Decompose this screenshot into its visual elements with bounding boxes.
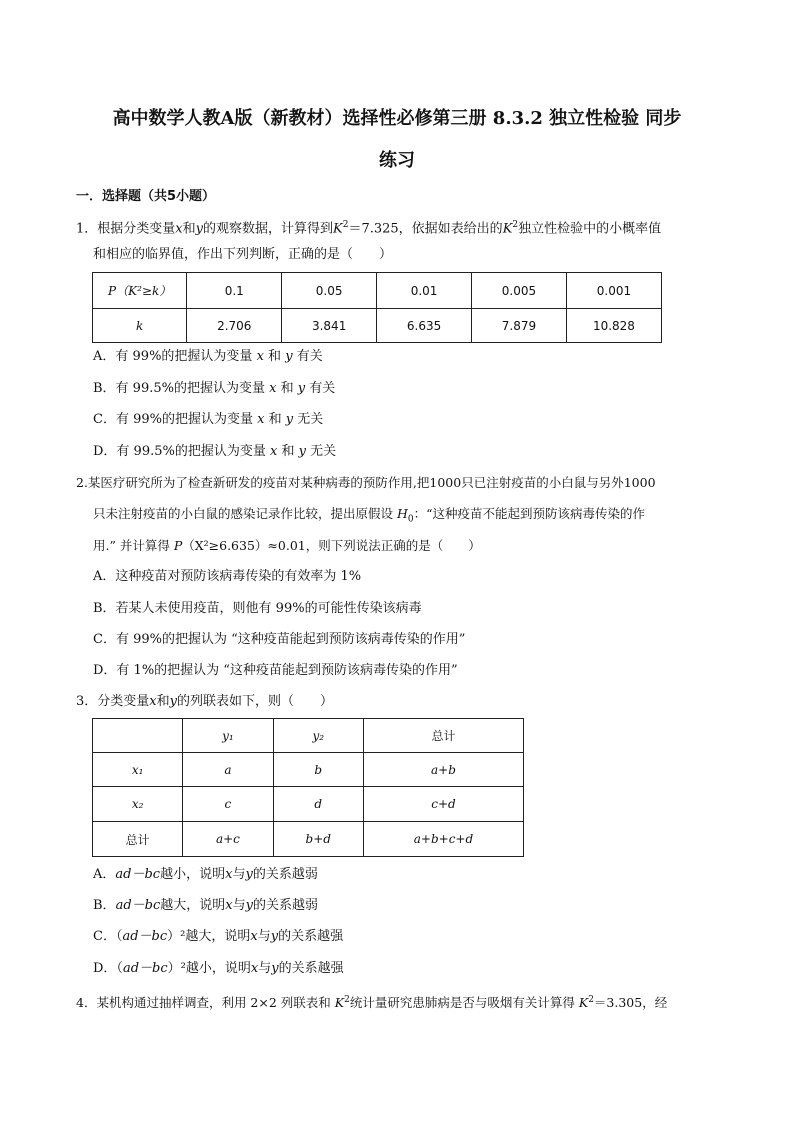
table-cell: a (183, 753, 273, 787)
q1-stem-line2: 和相应的临界值，作出下列判断，正确的是（ ） (93, 247, 393, 262)
table-cell: b (273, 753, 363, 787)
table-cell: 3.841 (282, 309, 377, 343)
table-cell: 总计 (363, 719, 523, 753)
table-cell: a+c (183, 822, 273, 857)
table-cell: y₂ (273, 719, 363, 753)
table-cell: x₂ (93, 787, 183, 822)
table-cell (93, 719, 183, 753)
table-cell: a+b+c+d (363, 822, 523, 857)
table-cell: 0.1 (187, 273, 282, 309)
table-cell: c+d (363, 787, 523, 822)
q2-option-b: B．若某人未使用疫苗，则他有 99%的可能性传染该病毒 (93, 601, 422, 616)
q2-stem-line1: 2.某医疗研究所为了检查新研发的疫苗对某种病毒的预防作用,把1000只已注射疫苗的小白鼠与另外1000 (76, 475, 656, 490)
table-cell: 10.828 (566, 309, 661, 343)
q3-option-d: D．（ad－bc）²越小，说明x与y的关系越强 (93, 961, 344, 976)
q3-stem: 3．分类变量x和y的列联表如下，则（ ） (76, 694, 334, 709)
table-cell: P（K²≥k） (93, 273, 187, 309)
q1-option-d: D．有 99.5%的把握认为变量 x 和 y 无关 (93, 444, 337, 459)
table-cell: d (273, 787, 363, 822)
q4-stem-line1: 4．某机构通过抽样调查，利用 2×2 列联表和 $K^2$统计量研究患肺病是否与吸烟有关计算得 $K^2=3.305$，经 (76, 995, 668, 1011)
table-cell: 6.635 (377, 309, 472, 343)
section-heading: 一．选择题（共5小题） (76, 189, 216, 204)
doc-title-line2: 练习 (379, 150, 415, 171)
table-cell: y₁ (183, 719, 273, 753)
table-cell: 0.05 (282, 273, 377, 309)
q2-stem-line2: 只未注射疫苗的小白鼠的感染记录作比较，提出原假设 $H_0$：“这种疫苗不能起到预防该病毒传染的作 (93, 506, 646, 525)
q2-option-d: D．有 1%的把握认为 “这种疫苗能起到预防该病毒传染的作用” (93, 663, 458, 678)
table-cell: 0.005 (472, 273, 567, 309)
q3-option-b: B．ad－bc越大，说明x与y的关系越弱 (93, 898, 318, 913)
table-cell: k (93, 309, 187, 343)
q3-option-c: C．（ad－bc）²越大，说明x与y的关系越强 (93, 929, 344, 944)
doc-title-line1: 高中数学人教A版（新教材）选择性必修第三册 8.3.2 独立性检验 同步 (112, 108, 682, 129)
q3-option-a: A．ad－bc越小，说明x与y的关系越弱 (93, 867, 318, 882)
table-cell: 2.706 (187, 309, 282, 343)
q1-stem-line1: 1．根据分类变量x和y的观察数据，计算得到$K^2=7.325$，依据如表给出的$K^2$独立性检验中的小概率值 (76, 220, 662, 237)
table-cell: 0.001 (566, 273, 661, 309)
q3-contingency-table (92, 718, 524, 857)
table-cell: b+d (273, 822, 363, 857)
q2-option-a: A．这种疫苗对预防该病毒传染的有效率为 1% (93, 569, 362, 584)
table-cell: a+b (363, 753, 523, 787)
table-cell: 总计 (93, 822, 183, 857)
table-cell: 0.01 (377, 273, 472, 309)
q1-option-b: B．有 99.5%的把握认为变量 x 和 y 有关 (93, 381, 336, 396)
q1-option-a: A．有 99%的把握认为变量 x 和 y 有关 (93, 349, 323, 364)
q2-option-c: C．有 99%的把握认为 “这种疫苗能起到预防该病毒传染的作用” (93, 632, 466, 647)
table-cell: 7.879 (472, 309, 567, 343)
q2-stem-line3: 用.” 并计算得 P（X²≥6.635）≈0.01，则下列说法正确的是（ ） (93, 538, 481, 553)
table-cell: c (183, 787, 273, 822)
q1-option-c: C．有 99%的把握认为变量 x 和 y 无关 (93, 412, 324, 427)
table-cell: x₁ (93, 753, 183, 787)
q1-critical-value-table (92, 272, 662, 343)
